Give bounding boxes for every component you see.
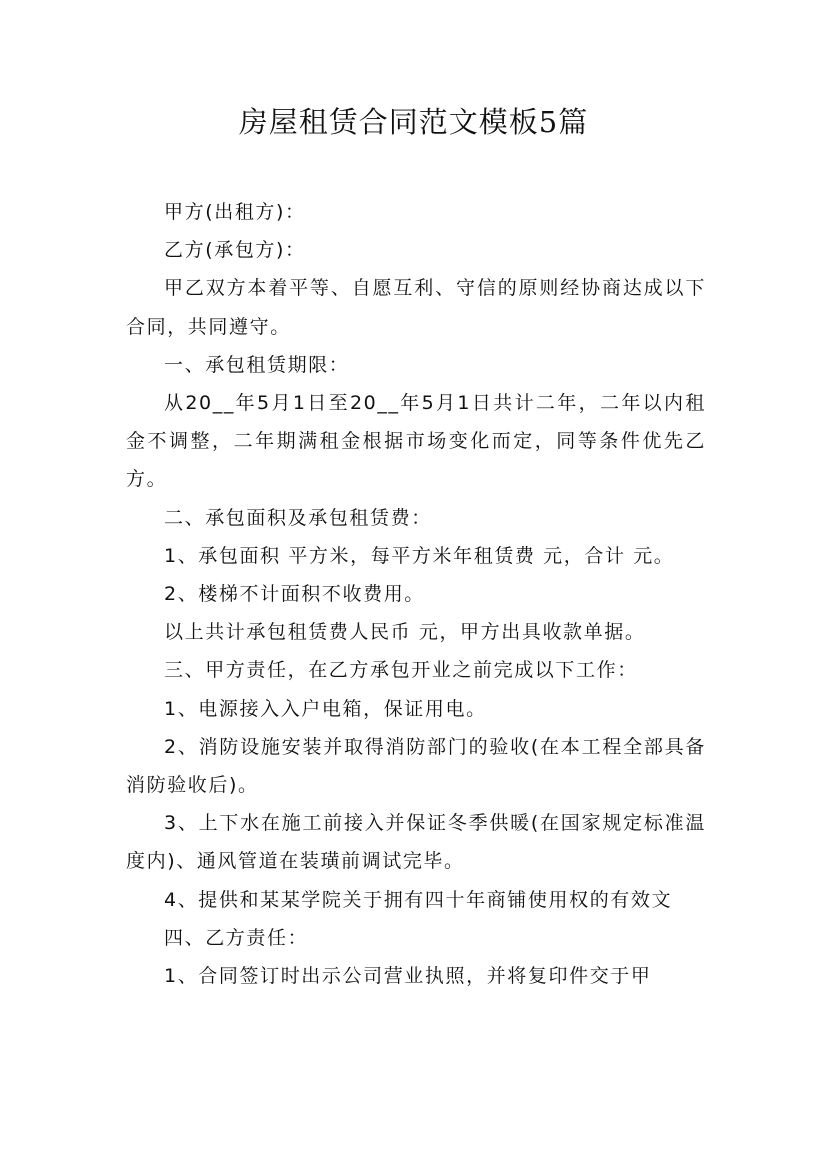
- section-heading-area-fee: 二、承包面积及承包租赁费：: [164, 506, 432, 529]
- paragraph-power: 1、电源接入入户电箱，保证用电。: [164, 697, 487, 720]
- section-heading-term: 一、承包租赁期限：: [164, 353, 350, 376]
- paragraph-term: 从20__年5月1日至20__年5月1日共计二年，二年以内租金不调整，二年期满租金根据市场变化而定，同等条件优先乙方。: [126, 392, 706, 491]
- paragraph-party-b: 乙方(承包方)：: [164, 239, 306, 262]
- paragraph-party-a: 甲方(出租方)：: [164, 201, 306, 223]
- paragraph-intro: 甲乙双方本着平等、自愿互利、守信的原则经协商达成以下合同，共同遵守。: [126, 277, 706, 338]
- paragraph-rights: 4、提供和某某学院关于拥有四十年商铺使用权的有效文: [164, 888, 673, 911]
- paragraph-total-fee: 以上共计承包租赁费人民币 元，甲方出具收款单据。: [164, 621, 646, 644]
- section-heading-party-a-duty: 三、甲方责任，在乙方承包开业之前完成以下工作：: [164, 659, 638, 682]
- document-body: [126, 193, 706, 995]
- section-heading-party-b-duty: 四、乙方责任：: [164, 926, 309, 949]
- paragraph-license: 1、合同签订时出示公司营业执照，并将复印件交于甲: [164, 965, 652, 988]
- paragraph-water: 3、上下水在施工前接入并保证冬季供暖(在国家规定标准温度内)、通风管道在装璜前调试完毕。: [126, 812, 706, 873]
- document-title: 房屋租赁合同范文模板5篇: [238, 105, 589, 139]
- paragraph-stairs: 2、楼梯不计面积不收费用。: [164, 583, 425, 606]
- paragraph-fire: 2、消防设施安装并取得消防部门的验收(在本工程全部具备消防验收后)。: [126, 735, 706, 797]
- paragraph-area: 1、承包面积 平方米，每平方米年租赁费 元，合计 元。: [164, 544, 675, 567]
